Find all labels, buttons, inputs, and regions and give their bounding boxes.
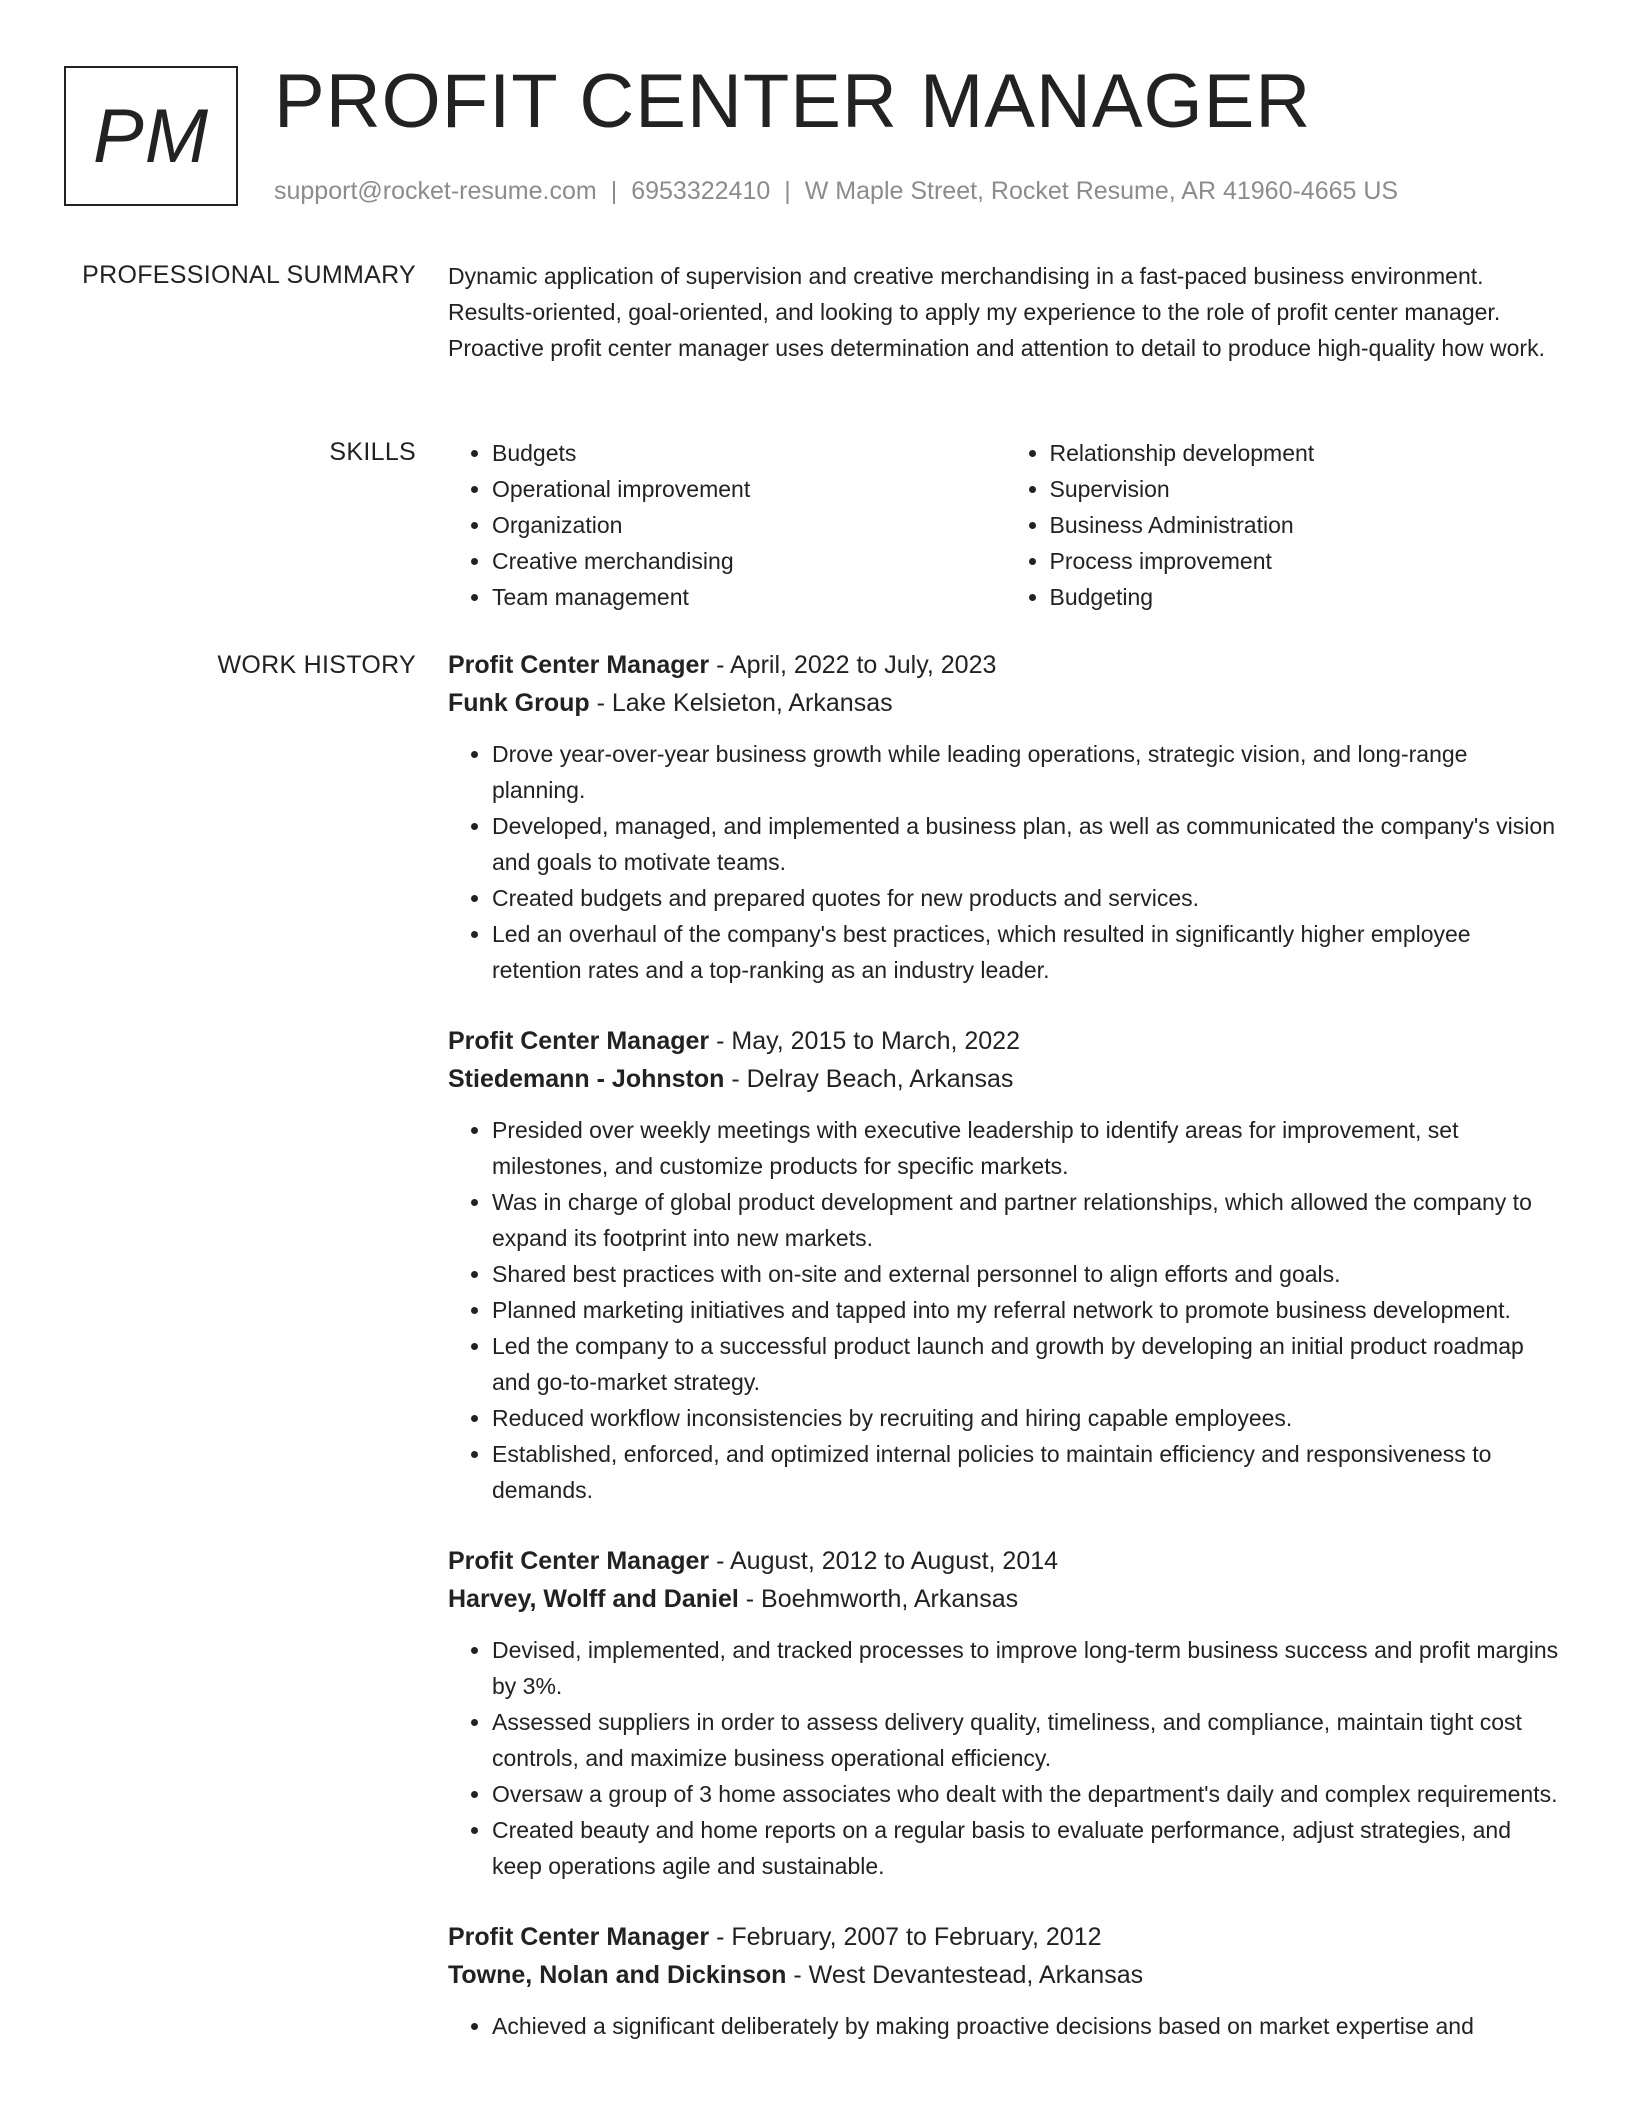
job-bullet: • Achieved a significant deliberately by making proactive decisions based on market expertise and (492, 2008, 1563, 2044)
contact-separator: | (610, 177, 618, 205)
job-location: - West Devantestead, Arkansas (786, 1961, 1144, 1989)
job-bullet: • Was in charge of global product development and partner relationships, which allowed the company to expand its footprint into new markets. (492, 1184, 1563, 1256)
work-history-section (448, 646, 1563, 2078)
resume-title: PROFIT CENTER MANAGER (274, 59, 1312, 144)
job-bullets (448, 736, 1563, 988)
job-title: Profit Center Manager (448, 1547, 710, 1575)
job-title-line (448, 1918, 1563, 1956)
skill-item: • Supervision (1050, 471, 1564, 507)
section-label-work-history: WORK HISTORY (217, 651, 416, 679)
job-company: Stiedemann - Johnston (448, 1065, 725, 1093)
skill-item: • Creative merchandising (492, 543, 1006, 579)
job-bullet: • Created beauty and home reports on a regular basis to evaluate performance, adjust strategies, and keep operations agile and sustainable. (492, 1812, 1563, 1884)
monogram-badge: PM (64, 66, 238, 206)
job-company: Funk Group (448, 689, 590, 717)
job-bullet: • Drove year-over-year business growth while leading operations, strategic vision, and long-range planning. (492, 736, 1563, 808)
job-company: Harvey, Wolff and Daniel (448, 1585, 739, 1613)
job-dates: - May, 2015 to March, 2022 (709, 1027, 1020, 1055)
job-company-line (448, 1580, 1563, 1618)
job-bullets (448, 1632, 1563, 1884)
job-bullet: • Led an overhaul of the company's best practices, which resulted in significantly higher employee retention rates and a top-ranking as an industry leader. (492, 916, 1563, 988)
job-bullets (448, 2008, 1563, 2044)
job-bullet: • Created budgets and prepared quotes for new products and services. (492, 880, 1563, 916)
job-bullet: • Developed, managed, and implemented a business plan, as well as communicated the company's vision and goals to motivate teams. (492, 808, 1563, 880)
skill-item: • Process improvement (1050, 543, 1564, 579)
skill-item: • Team management (492, 579, 1006, 615)
job-bullet: • Devised, implemented, and tracked processes to improve long-term business success and profit margins by 3%. (492, 1632, 1563, 1704)
skill-item: • Budgeting (1050, 579, 1564, 615)
job-title: Profit Center Manager (448, 1923, 710, 1951)
contact-line (274, 174, 1398, 208)
section-label-summary: PROFESSIONAL SUMMARY (82, 261, 416, 289)
job-dates: - August, 2012 to August, 2014 (709, 1547, 1059, 1575)
job-bullet: • Shared best practices with on-site and external personnel to align efforts and goals. (492, 1256, 1563, 1292)
job-title-line (448, 646, 1563, 684)
skills-list-right (1006, 435, 1564, 615)
job-entry (448, 1918, 1563, 2044)
job-bullet: • Led the company to a successful product launch and growth by developing an initial product roadmap and go-to-market strategy. (492, 1328, 1563, 1400)
skills-section (448, 435, 1563, 615)
skills-list-left (448, 435, 1006, 615)
job-location: - Boehmworth, Arkansas (738, 1585, 1019, 1613)
contact-separator: | (784, 177, 791, 205)
job-title: Profit Center Manager (448, 1027, 710, 1055)
skill-item: • Business Administration (1050, 507, 1564, 543)
skill-item: • Budgets (492, 435, 1006, 471)
job-bullet: • Oversaw a group of 3 home associates who dealt with the department's daily and complex requirements. (492, 1776, 1563, 1812)
job-company-line (448, 684, 1563, 722)
contact-phone[interactable]: 6953322410 (631, 177, 771, 205)
job-bullet: • Reduced workflow inconsistencies by recruiting and hiring capable employees. (492, 1400, 1563, 1436)
job-title-line (448, 1022, 1563, 1060)
summary-section (448, 258, 1563, 366)
section-label-skills: SKILLS (329, 438, 416, 466)
job-bullets (448, 1112, 1563, 1508)
contact-address: W Maple Street, Rocket Resume, AR 41960-4665 US (804, 177, 1399, 205)
job-title: Profit Center Manager (448, 651, 710, 679)
job-dates: - February, 2007 to February, 2012 (709, 1923, 1102, 1951)
skill-item: • Operational improvement (492, 471, 1006, 507)
job-bullet: • Presided over weekly meetings with executive leadership to identify areas for improvement, set milestones, and customize products for specific markets. (492, 1112, 1563, 1184)
job-location: - Lake Kelsieton, Arkansas (589, 689, 893, 717)
job-company-line (448, 1956, 1563, 1994)
job-entry (448, 1022, 1563, 1508)
job-dates: - April, 2022 to July, 2023 (709, 651, 997, 679)
job-title-line (448, 1542, 1563, 1580)
contact-email[interactable]: support@rocket-resume.com (274, 177, 597, 205)
skill-item: • Organization (492, 507, 1006, 543)
job-bullet: • Planned marketing initiatives and tapped into my referral network to promote business development. (492, 1292, 1563, 1328)
job-entry (448, 1542, 1563, 1884)
skill-item: • Relationship development (1050, 435, 1564, 471)
job-entry (448, 646, 1563, 988)
job-bullet: • Established, enforced, and optimized internal policies to maintain efficiency and responsiveness to demands. (492, 1436, 1563, 1508)
job-bullet: • Assessed suppliers in order to assess delivery quality, timeliness, and compliance, maintain tight cost controls, and maximize business operational efficiency. (492, 1704, 1563, 1776)
job-location: - Delray Beach, Arkansas (724, 1065, 1014, 1093)
summary-text: Dynamic application of supervision and creative merchandising in a fast-paced business environment. Results-oriented, goal-oriented, and looking to apply my experience to the role of profit center manager. Proactive profit center manager uses determination and attention to detail to produce high-quality how work. (448, 263, 1545, 361)
job-company: Towne, Nolan and Dickinson (448, 1961, 787, 1989)
job-company-line (448, 1060, 1563, 1098)
